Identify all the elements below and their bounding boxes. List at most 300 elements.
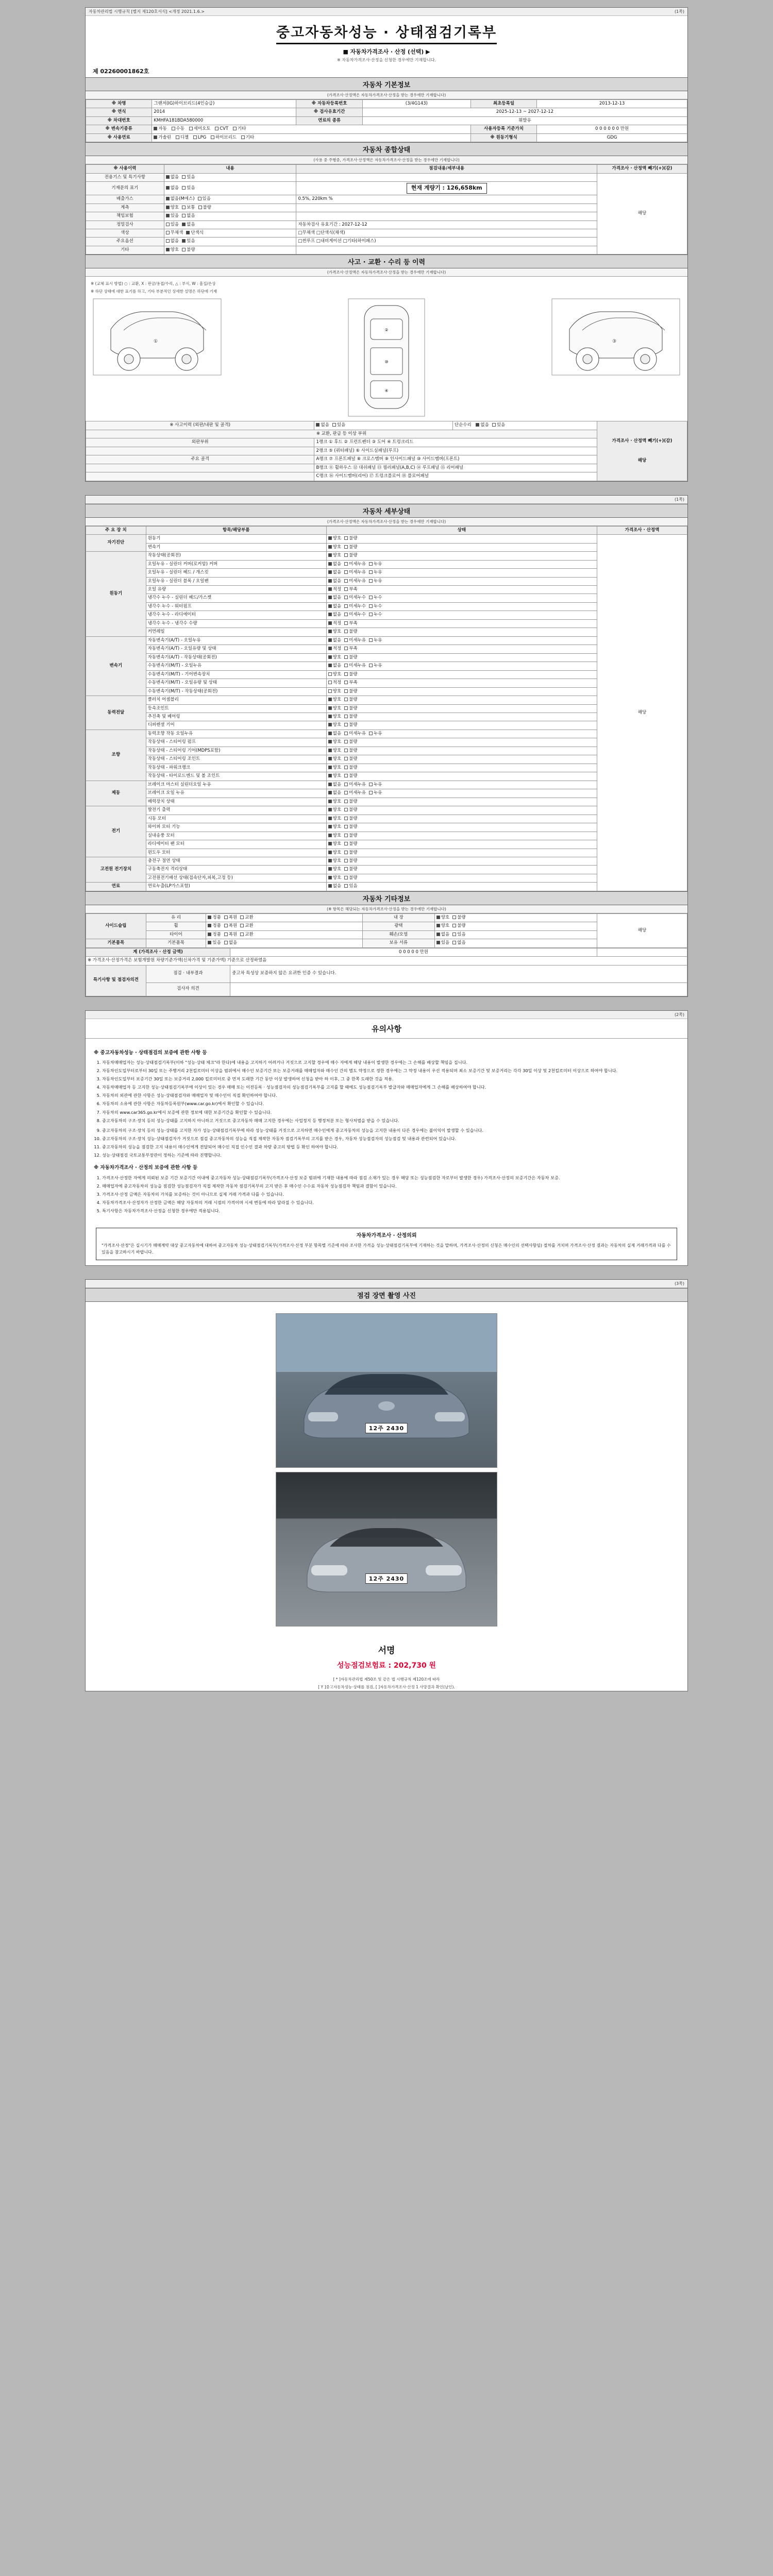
checkbox-없음[interactable]: 없음	[328, 595, 341, 601]
row-label-2: 배출가스	[86, 195, 164, 204]
detail-group-label: 원동기	[86, 552, 146, 637]
cb-1-b[interactable]: 있음	[182, 185, 195, 191]
damage-diagram-area	[86, 277, 687, 421]
sheet-page-1	[85, 7, 688, 482]
label-fuel: 연료의 종류	[296, 116, 362, 125]
label-transmission: ※ 변속기종류	[86, 125, 152, 133]
th-usage-history: ※ 사용이력	[86, 165, 164, 173]
notice-item: 4. 자동차매매업자 등 고지한 성능·상태점검기록부에 이상이 있는 경우 매매 또는 이전등록 · 성능점검자의 성능점검기록부를 고지를 할 때에도 성능점검기록부 발급자와 매매업자에게 그 손해를 배상하여야 합니다.	[102, 1084, 679, 1091]
checkbox-미세누유[interactable]: 미세누유	[344, 562, 366, 567]
cb-tire-restored[interactable]: 복원	[224, 932, 237, 938]
cb-basic-no[interactable]: 없음	[224, 940, 237, 946]
detail-item-label: 디퍼렌셜 기어	[146, 721, 326, 730]
doc-title-block	[86, 16, 687, 65]
checkbox-불량[interactable]: 불량	[344, 706, 357, 711]
checkbox-양호[interactable]: 양호	[328, 850, 341, 856]
detail-item-label: 윈도우 모터	[146, 849, 326, 857]
special-notes-label: 특기사항 및 점검자의견	[86, 965, 146, 996]
detail-item-state	[326, 789, 597, 798]
th-main-device: 주 요 장 치	[86, 526, 146, 534]
checkbox-불량[interactable]: 불량	[344, 739, 357, 745]
checkbox-양호[interactable]: 양호	[328, 545, 341, 550]
checkbox-미세누수[interactable]: 미세누수	[344, 595, 366, 601]
label-validity: ※ 검사유효기간	[296, 108, 362, 116]
cb-3-a[interactable]: 양호	[166, 205, 179, 211]
checkbox-누유[interactable]: 누유	[369, 663, 382, 669]
checkbox-미세누유[interactable]: 미세누유	[344, 638, 366, 643]
checkbox-미세누유[interactable]: 미세누유	[344, 731, 366, 737]
detail-group-label: 전기	[86, 806, 146, 857]
checkbox-불량[interactable]: 불량	[344, 765, 357, 771]
cb-6-a[interactable]: 무채색	[166, 230, 183, 236]
detail-item-label: 작동상태 - 스티어링 펌프	[146, 738, 326, 747]
detail-item-label: 추진축 및 베어링	[146, 713, 326, 721]
checkbox-양호[interactable]: 양호	[328, 824, 341, 830]
checkbox-부족[interactable]: 부족	[344, 621, 357, 626]
checkbox-양호[interactable]: 양호	[328, 833, 341, 839]
checkbox-미세누유[interactable]: 미세누유	[344, 782, 366, 788]
label-sideslip-group: 사이드슬립	[86, 913, 146, 939]
checkbox-없음[interactable]: 없음	[328, 782, 341, 788]
checkbox-trans-auto[interactable]: 자동	[154, 126, 166, 132]
checkbox-trans-cvt[interactable]: CVT	[215, 126, 228, 132]
cb-glass-genuine[interactable]: 정품	[208, 915, 221, 921]
checkbox-적정[interactable]: 적정	[328, 587, 341, 592]
total-price-table	[86, 948, 687, 996]
cb-interior-bad[interactable]: 불량	[452, 915, 465, 921]
checkbox-있음[interactable]: 있음	[344, 884, 357, 889]
detail-price-value: 해당	[597, 535, 687, 891]
price-survey-frame-title: 자동차가격조사 · 산정의뢰	[356, 1233, 417, 1239]
checkbox-fuel-gasoline[interactable]: 가솔린	[154, 135, 171, 141]
checkbox-불량[interactable]: 불량	[344, 799, 357, 805]
photo-front	[276, 1313, 497, 1468]
checkbox-불량[interactable]: 불량	[344, 714, 357, 720]
notice-head-2: ※ 자동차가격조사 · 산정의 보증에 관한 사항 등	[94, 1165, 198, 1171]
detail-group-label: 조향	[86, 730, 146, 781]
checkbox-양호[interactable]: 양호	[328, 655, 341, 660]
detail-item-label: 작동상태 - 스티어링 기어(MDPS포함)	[146, 747, 326, 755]
checkbox-없음[interactable]: 없음	[328, 562, 341, 567]
checkbox-양호[interactable]: 양호	[328, 706, 341, 711]
cb-accident-yes[interactable]: 있음	[332, 422, 345, 428]
cb-docs-yes[interactable]: 있음	[436, 940, 449, 946]
checkbox-누유[interactable]: 누유	[369, 731, 382, 737]
detail-group-label: 변속기	[86, 636, 146, 696]
section-basic-info-header: 자동차 기본정보	[86, 77, 687, 91]
cb-glass-restored[interactable]: 복원	[224, 915, 237, 921]
car-diagram-left	[93, 298, 222, 376]
detail-item-label: 작동상태 - 파워크랭크	[146, 764, 326, 772]
notice-item: 10. 중고자동차의 구조·장치 성능·상태점검자가 거짓으로 점검 중고자동차의 성능을 직접 제작한 자동차 점검기록부의 고지를 받은 경우, 자동차 성능점검자의 성능점검 및 내용과 관련되어 있습니다.	[102, 1136, 679, 1142]
detail-item-state	[326, 585, 597, 594]
checkbox-불량[interactable]: 불량	[344, 875, 357, 881]
value-validity: 2025-12-13 ~ 2027-12-12	[362, 108, 687, 116]
cb-5-a[interactable]: 있음	[166, 222, 179, 228]
other-o2-3	[434, 939, 597, 947]
value-vin: KMHFA181BDA580000	[152, 116, 296, 125]
label-first-reg: 최초등록일	[470, 100, 536, 108]
section-other-note: (※ 항목은 해당되는 자동차가격조사·산정을 받는 경우에만 기재합니다)	[86, 905, 687, 913]
cb-interior-good[interactable]: 양호	[436, 915, 449, 921]
sheet3-page-mark: (2쪽)	[674, 1012, 684, 1017]
cb-wheel-genuine[interactable]: 정품	[208, 923, 221, 929]
cb-7-a[interactable]: 없음	[166, 239, 179, 244]
diagram-legend-2: ※ 하단 상태에 대한 표기를 하고, 기타 부분적인 상세한 설명은 하단에 기재	[91, 289, 217, 294]
checkbox-불량[interactable]: 불량	[344, 672, 357, 677]
row-detail-4	[296, 212, 597, 221]
notice-body	[86, 1039, 687, 1223]
checkbox-불량[interactable]: 불량	[344, 773, 357, 779]
other-price-value: 해당	[597, 913, 687, 947]
cb-4-a[interactable]: 있음	[166, 213, 179, 219]
checkbox-불량[interactable]: 불량	[344, 553, 357, 558]
cb-polish-bad[interactable]: 불량	[452, 923, 465, 929]
checkbox-불량[interactable]: 불량	[344, 748, 357, 754]
detail-item-state	[326, 611, 597, 619]
detail-item-label: 오일 유량	[146, 585, 326, 594]
cb-7-b[interactable]: 있음	[182, 239, 195, 244]
other-l2-1: 광택	[362, 922, 434, 930]
parts-grp-1	[86, 447, 314, 455]
checkbox-양호[interactable]: 양호	[328, 756, 341, 762]
checkbox-적정[interactable]: 적정	[328, 646, 341, 652]
plate-front: 12주 2430	[365, 1423, 408, 1433]
parts-txt-0: 1랭크 ① 후드 ② 프런트펜더 ③ 도어 ④ 트렁크리드	[314, 438, 597, 447]
checkbox-없음[interactable]: 없음	[328, 790, 341, 796]
checkbox-미세누유[interactable]: 미세누유	[344, 790, 366, 796]
checkbox-누수[interactable]: 누수	[369, 612, 382, 618]
parts-txt-4: C랭크 ⑯ 사이드멤버(리어) ⑰ 트렁크플로어 ⑱ 플로어패널	[314, 472, 597, 481]
parts-grp-2: 주요 골격	[86, 455, 314, 464]
checkbox-부족[interactable]: 부족	[344, 646, 357, 652]
detail-item-state	[326, 543, 597, 551]
label-engine-type: ※ 원동기형식	[470, 133, 536, 142]
row-detail-3	[296, 204, 597, 212]
detail-item-state	[326, 883, 597, 891]
checkbox-양호[interactable]: 양호	[328, 765, 341, 771]
checkbox-누유[interactable]: 누유	[369, 579, 382, 584]
detail-item-label: 원동기	[146, 535, 326, 543]
checkbox-trans-etc[interactable]: 기타	[233, 126, 246, 132]
cb-4-b[interactable]: 없음	[182, 213, 195, 219]
detail-item-state	[326, 602, 597, 611]
checkbox-양호[interactable]: 양호	[328, 722, 341, 728]
cb-accident-none[interactable]: 없음	[316, 422, 329, 428]
row-label-1: 기재문의 표기	[86, 182, 164, 195]
detail-item-label: 배력장치 상태	[146, 798, 326, 806]
price-survey-frame-text: "가격조사·산정"은 실시기가 매매계약 대상 중고자동차에 대하여 중고자동차 성능·상태점검기록부(가격조사·산정 부분 항목별 기준에 따라 조사한 가격을 성능·상태점검기록부에 기재하는 것을 말하며, 가격조사·산정의 신청은 매수인의 선택사항임) 절차를 거치며 가격조사·산정 결과는 자동차의 실제 거래가격과 다를 수 있음을 참고하시기 바랍니다.	[102, 1243, 671, 1255]
notice-list-3	[94, 1175, 679, 1215]
checkbox-양호[interactable]: 양호	[328, 858, 341, 864]
checkbox-누유[interactable]: 누유	[369, 562, 382, 567]
detail-item-label: 브레이크 오일 누유	[146, 789, 326, 798]
checkbox-양호[interactable]: 양호	[328, 689, 341, 694]
label-basic-items-group: 기본품목	[86, 939, 146, 947]
row-opts-0	[164, 173, 296, 181]
detail-item-label: 냉각수 누수 - 냉각수 수량	[146, 619, 326, 628]
checkbox-없음[interactable]: 없음	[328, 570, 341, 575]
checkbox-불량[interactable]: 불량	[344, 841, 357, 847]
photo-rear	[276, 1472, 497, 1626]
checkbox-불량[interactable]: 불량	[344, 816, 357, 822]
detail-item-label: 커먼레일	[146, 628, 326, 636]
cb-docs-no[interactable]: 없음	[452, 940, 465, 946]
detail-item-label: 브레이크 마스터 실린더오일 누유	[146, 781, 326, 789]
section-detail-note: (가격조사·산정액은 자동차가격조사·산정을 받는 경우에만 기재합니다)	[86, 518, 687, 526]
checkbox-불량[interactable]: 불량	[344, 655, 357, 660]
cb-3-c[interactable]: 불량	[198, 205, 211, 211]
cb-tire-genuine[interactable]: 정품	[208, 932, 221, 938]
checkbox-누유[interactable]: 누유	[369, 570, 382, 575]
checkbox-미세누유[interactable]: 미세누유	[344, 570, 366, 575]
checkbox-없음[interactable]: 없음	[328, 579, 341, 584]
sheet4-page-mark: (3쪽)	[674, 1281, 684, 1286]
checkbox-양호[interactable]: 양호	[328, 553, 341, 558]
checkbox-부족[interactable]: 부족	[344, 587, 357, 592]
parts-grp-4	[86, 472, 314, 481]
checkbox-불량[interactable]: 불량	[344, 807, 357, 813]
cb-2-b[interactable]: 있음	[198, 196, 211, 202]
detail-item-state	[326, 713, 597, 721]
total-price-label: 계 (가격조사 · 산정 금액)	[86, 948, 230, 956]
value-simple-repair	[452, 421, 597, 430]
checkbox-누수[interactable]: 누수	[369, 595, 382, 601]
doc-subtitle: ■ 자동차가격조사 · 산정 (선택) ▶	[343, 48, 430, 55]
cb-wheel-replaced[interactable]: 교환	[240, 923, 253, 929]
checkbox-불량[interactable]: 불량	[344, 722, 357, 728]
notice-item: 12. 성능·상태점검 국토교통부장관이 정하는 기준에 따라 진행합니다.	[102, 1152, 679, 1159]
checkbox-없음[interactable]: 없음	[328, 663, 341, 669]
detail-item-label: 등속조인트	[146, 704, 326, 713]
detail-item-label: 냉각수 누수 - 워터펌프	[146, 602, 326, 611]
detail-item-state	[326, 849, 597, 857]
row-detail-6: □무채색 □단색식(채색)	[296, 229, 597, 238]
detail-item-label: 수동변속기(M/T) - 기어변속장치	[146, 670, 326, 679]
checkbox-불량[interactable]: 불량	[344, 756, 357, 762]
cb-damage-yes[interactable]: 있음	[452, 932, 465, 938]
detail-item-state	[326, 755, 597, 764]
cb-0-b[interactable]: 있음	[182, 175, 195, 180]
checkbox-양호[interactable]: 양호	[328, 875, 341, 881]
checkbox-불량[interactable]: 불량	[344, 545, 357, 550]
cb-6-b[interactable]: 단색식	[186, 230, 204, 236]
cb-simple-yes[interactable]: 있음	[492, 422, 505, 428]
cb-3-b[interactable]: 보통	[182, 205, 195, 211]
checkbox-양호[interactable]: 양호	[328, 629, 341, 635]
detail-item-label: 발전기 출력	[146, 806, 326, 815]
svg-text:①: ①	[153, 339, 158, 345]
row-detail-0	[296, 173, 597, 181]
detail-item-state	[326, 679, 597, 687]
cb-damage-none[interactable]: 없음	[436, 932, 449, 938]
detail-item-label: 구동축전지 격리상태	[146, 866, 326, 874]
cb-basic-yes[interactable]: 있음	[208, 940, 221, 946]
detail-item-state	[326, 806, 597, 815]
checkbox-없음[interactable]: 없음	[328, 638, 341, 643]
th-item-part: 항목/해당부품	[146, 526, 326, 534]
checkbox-불량[interactable]: 불량	[344, 536, 357, 541]
value-perf-regno: (3/4G143)	[362, 100, 470, 108]
detail-status-table	[86, 526, 687, 891]
cb-glass-replaced[interactable]: 교환	[240, 915, 253, 921]
checkbox-없음[interactable]: 없음	[328, 731, 341, 737]
row-detail-7: □썬루프 □내비게이션 □기타(하이패스)	[296, 238, 597, 246]
detail-item-label: 작동상태 - 타이로드엔드 및 볼 조인트	[146, 772, 326, 781]
checkbox-fuel-etc[interactable]: 기타	[241, 135, 254, 141]
cb-1-a[interactable]: 없음	[166, 185, 179, 191]
cb-tire-replaced[interactable]: 교환	[240, 932, 253, 938]
sheet-page-2	[85, 495, 688, 997]
detail-item-state	[326, 832, 597, 840]
checkbox-누유[interactable]: 누유	[369, 790, 382, 796]
checkbox-미세누수[interactable]: 미세누수	[344, 604, 366, 609]
special-notes-text: 중고차 특성상 보증하지 않은 요귀한 인증 수 있습니다.	[230, 965, 687, 982]
checkbox-양호[interactable]: 양호	[328, 816, 341, 822]
value-fuel: 휘발유	[362, 116, 687, 125]
checkbox-양호[interactable]: 양호	[328, 773, 341, 779]
diagram-legend-1: ※ (교체 표시 방법) ○ : 교환, X : 판금/용접/수리, △ : 부식, W : 흠집/손상	[91, 281, 216, 286]
other-l1-0: 유 리	[146, 913, 206, 922]
detail-item-state	[326, 645, 597, 653]
label-car-name: ※ 차명	[86, 100, 152, 108]
detail-item-label: 충전구 절연 상태	[146, 857, 326, 865]
plate-rear: 12주 2430	[365, 1573, 408, 1584]
cb-0-a[interactable]: 없음	[166, 175, 179, 180]
checkbox-미세누유[interactable]: 미세누유	[344, 663, 366, 669]
cb-5-b[interactable]: 없음	[182, 222, 195, 228]
section-overall-header: 자동차 종합상태	[86, 142, 687, 156]
checkbox-양호[interactable]: 양호	[328, 841, 341, 847]
checkbox-양호[interactable]: 양호	[328, 536, 341, 541]
accident-price-label: 가격조사 · 산정액 빼기(+)(감)	[612, 438, 673, 444]
checkbox-미세누수[interactable]: 미세누수	[344, 612, 366, 618]
section-overall-note: (사용 중 주행중, 가격조사·산정액은 자동차가격조사·산정을 받는 경우에만 기재합니다)	[86, 156, 687, 164]
detail-item-label: 고전원전기배선 상태(접속단자,피복,고정 등)	[146, 874, 326, 882]
parts-txt-3: B랭크 ⑪ 휠하우스 ⑫ 대쉬패널 ⑬ 필러패널(A,B,C) ⑭ 루프패널 ⑮ 리어패널	[314, 464, 597, 472]
checkbox-불량[interactable]: 불량	[344, 697, 357, 703]
sheet3-topbar	[86, 1011, 687, 1019]
checkbox-부족[interactable]: 부족	[344, 680, 357, 686]
row-label-5: 정밀검사	[86, 221, 164, 229]
checkbox-불량[interactable]: 불량	[344, 850, 357, 856]
detail-group-label: 고전원 전기장치	[86, 857, 146, 882]
row-detail-2: 0.5%, 220km %	[296, 195, 597, 204]
form-topbar-right: (1쪽)	[674, 9, 684, 14]
checkbox-누유[interactable]: 누유	[369, 782, 382, 788]
detail-item-label: 냉각수 누수 - 실린더 헤드/가스켓	[146, 594, 326, 602]
value-usage-fuel	[152, 133, 470, 142]
checkbox-불량[interactable]: 불량	[344, 867, 357, 872]
checkbox-미세누유[interactable]: 미세누유	[344, 579, 366, 584]
parts-txt-1: 2랭크 ⑤ (쿼터패널) ⑥ 사이드실패널(루프)	[314, 447, 597, 455]
detail-item-state	[326, 866, 597, 874]
value-first-reg: 2013-12-13	[537, 100, 687, 108]
checkbox-fuel-lpg[interactable]: LPG	[193, 135, 206, 141]
checkbox-양호[interactable]: 양호	[328, 867, 341, 872]
label-usage-fuel: ※ 사용연료	[86, 133, 152, 142]
row-opts-6	[164, 229, 296, 238]
detail-item-state	[326, 535, 597, 543]
detail-item-state	[326, 798, 597, 806]
detail-item-state	[326, 721, 597, 730]
checkbox-양호[interactable]: 양호	[328, 739, 341, 745]
overall-status-table	[86, 164, 687, 255]
checkbox-양호[interactable]: 양호	[328, 799, 341, 805]
section-other-header: 자동차 기타정보	[86, 891, 687, 905]
checkbox-양호[interactable]: 양호	[328, 748, 341, 754]
checkbox-trans-manual[interactable]: 수동	[172, 126, 184, 132]
detail-group-label: 연료	[86, 883, 146, 891]
detail-item-label: 클러치 어셈블리	[146, 696, 326, 704]
label-accident-history: ※ 사고이력 (외판/내판 및 골격)	[86, 421, 314, 430]
sheet2-topbar	[86, 496, 687, 504]
cb-polish-good[interactable]: 양호	[436, 923, 449, 929]
page-title: 중고자동차성능 · 상태점검기록부	[276, 21, 497, 44]
checkbox-fuel-diesel[interactable]: 디젤	[176, 135, 189, 141]
checkbox-불량[interactable]: 불량	[344, 858, 357, 864]
cb-2-a[interactable]: 없음(M에스)	[166, 196, 195, 202]
cb-8-a[interactable]: 양호	[166, 247, 179, 253]
checkbox-불량[interactable]: 불량	[344, 833, 357, 839]
detail-item-label: 오일누유 - 실린더 헤드 / 개스킷	[146, 569, 326, 577]
checkbox-양호[interactable]: 양호	[328, 672, 341, 677]
checkbox-누수[interactable]: 누수	[369, 604, 382, 609]
cb-wheel-restored[interactable]: 복원	[224, 923, 237, 929]
cb-simple-none[interactable]: 없음	[476, 422, 489, 428]
checkbox-trans-semi[interactable]: 세미오토	[189, 126, 211, 132]
section-basic-info-note: (가격조사·산정액은 자동차가격조사·산정을 받는 경우에만 기재합니다)	[86, 91, 687, 99]
value-engine-type: GDG	[537, 133, 687, 142]
checkbox-fuel-hybrid[interactable]: 하이브리드	[211, 135, 237, 141]
checkbox-없음[interactable]: 없음	[328, 604, 341, 609]
checkbox-불량[interactable]: 불량	[344, 824, 357, 830]
checkbox-양호[interactable]: 양호	[328, 807, 341, 813]
checkbox-없음[interactable]: 없음	[328, 612, 341, 618]
photos-title: 점검 장면 촬영 사진	[86, 1288, 687, 1302]
inspector-opinion-text	[230, 982, 687, 996]
row-opts-4	[164, 212, 296, 221]
notice-item: 9. 중고자동차의 구조·장치 등의 성능·상태를 고지한 자가 성능·상태점검기록부에 따라 성능·상태를 거짓으로 고지하면 매수인에게 중고자동차의 성능을 고지한 내용이 다른 경우에는 불이익이 발생할 수 있습니다.	[102, 1127, 679, 1134]
price-survey-frame	[96, 1228, 677, 1260]
value-accident-history	[314, 421, 452, 430]
accident-price-col	[597, 421, 687, 481]
detail-item-label: 변속기	[146, 543, 326, 551]
detail-item-label: 수동변속기(M/T) - 오일누유	[146, 662, 326, 670]
seller-label: 점검 · 내부결과	[146, 965, 230, 982]
car-diagram-right	[551, 298, 680, 376]
checkbox-적정[interactable]: 적정	[328, 621, 341, 626]
checkbox-없음[interactable]: 없음	[328, 884, 341, 889]
other-o1-3	[206, 939, 362, 947]
checkbox-양호[interactable]: 양호	[328, 714, 341, 720]
cb-8-b[interactable]: 불량	[182, 247, 195, 253]
checkbox-불량[interactable]: 불량	[344, 629, 357, 635]
checkbox-불량[interactable]: 불량	[344, 689, 357, 694]
row-label-3: 계측	[86, 204, 164, 212]
checkbox-적정[interactable]: 적정	[328, 680, 341, 686]
other-l1-2: 타이어	[146, 930, 206, 939]
detail-item-state	[326, 747, 597, 755]
checkbox-누유[interactable]: 누유	[369, 638, 382, 643]
value-transmission	[152, 125, 470, 133]
detail-item-label: 오일누유 - 실린더 블록 / 오일팬	[146, 577, 326, 585]
notice-item: 1. 가격조사·산정한 자에게 의뢰된 보증 기간 보증기간 이내에 중고자동차 성능·상태점검기록부(가격조사·산정 보증 범위에 기재한 내용에 따라 점검 소재가 있는 경우 해당 또는 성능점검한 자로부터 발생한 경우) 가격조사·산정의 보증기간은 자동차 보증.	[102, 1175, 679, 1181]
doc-subnote: ※ 자동차가격조사·산정을 신청한 경우에만 기재합니다.	[337, 58, 436, 62]
checkbox-양호[interactable]: 양호	[328, 697, 341, 703]
car-diagrams	[91, 295, 682, 418]
notice-title: 유의사항	[86, 1019, 687, 1039]
